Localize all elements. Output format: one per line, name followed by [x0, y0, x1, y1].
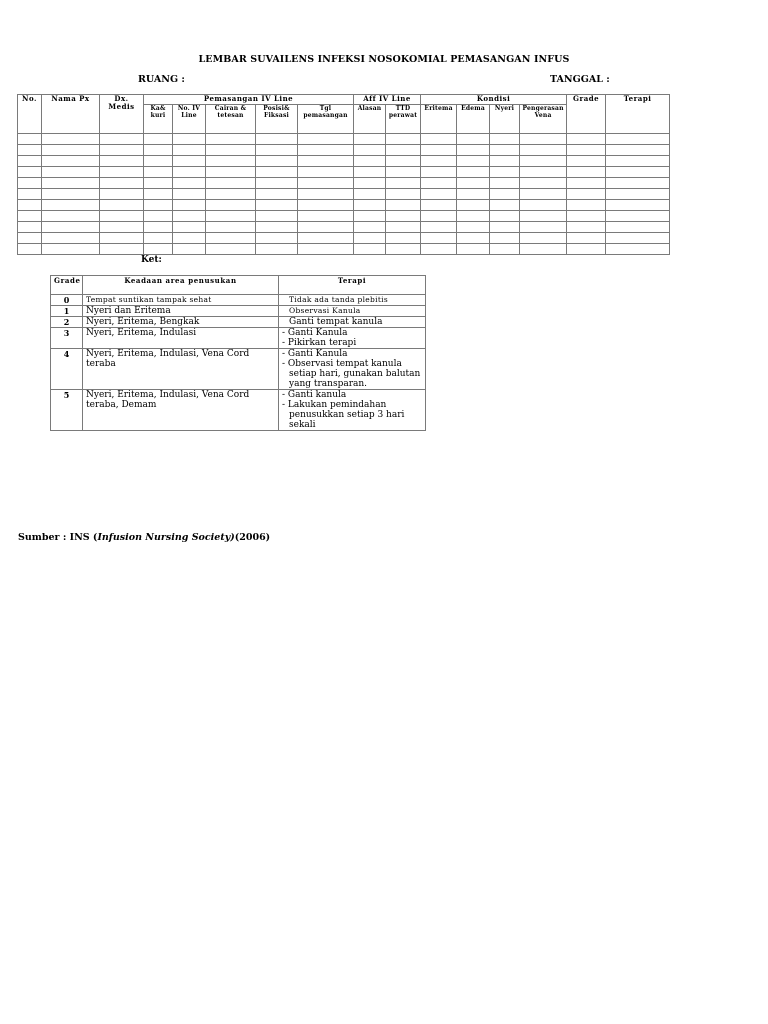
legend-row — [51, 349, 426, 390]
table-cell[interactable] — [386, 156, 421, 167]
legend-terapi-line: - Observasi tempat kanula setiap hari, gunakan balutan yang transparan. — [282, 359, 421, 389]
table-cell[interactable] — [354, 167, 386, 178]
table-cell[interactable] — [18, 178, 42, 189]
table-cell[interactable] — [144, 167, 173, 178]
table-cell[interactable] — [100, 156, 144, 167]
table-cell[interactable] — [606, 167, 670, 178]
table-cell[interactable] — [206, 134, 256, 145]
legend-terapi: Ganti tempat kanula — [279, 317, 426, 328]
table-cell[interactable] — [567, 233, 606, 244]
table-cell[interactable] — [18, 211, 42, 222]
legend-keadaan: Nyeri, Eritema, Indulasi, Vena Cord teraba — [83, 349, 279, 390]
table-cell[interactable] — [256, 145, 298, 156]
table-cell[interactable] — [206, 222, 256, 233]
table-cell[interactable] — [386, 233, 421, 244]
table-row — [18, 145, 670, 156]
legend-terapi-line: - Pikirkan terapi — [282, 338, 357, 348]
col-alasan: Alasan — [354, 105, 386, 134]
col-pengerasan: Pengerasan Vena — [520, 105, 567, 134]
table-cell[interactable] — [42, 244, 100, 255]
table-cell[interactable] — [421, 167, 457, 178]
table-cell[interactable] — [386, 222, 421, 233]
legend-grade: 3 — [51, 328, 83, 349]
table-cell[interactable] — [606, 244, 670, 255]
table-cell[interactable] — [144, 233, 173, 244]
table-cell[interactable] — [256, 200, 298, 211]
table-cell[interactable] — [354, 244, 386, 255]
legend-terapi: Observasi Kanula — [279, 306, 426, 317]
table-cell[interactable] — [173, 156, 206, 167]
table-cell[interactable] — [421, 211, 457, 222]
table-cell[interactable] — [457, 145, 490, 156]
table-cell[interactable] — [173, 189, 206, 200]
source-prefix: Sumber : INS ( — [18, 532, 98, 543]
table-cell[interactable] — [354, 145, 386, 156]
table-cell[interactable] — [42, 200, 100, 211]
table-cell[interactable] — [42, 233, 100, 244]
table-row — [18, 200, 670, 211]
table-cell[interactable] — [457, 156, 490, 167]
table-cell[interactable] — [256, 211, 298, 222]
legend-row — [51, 390, 426, 431]
table-cell[interactable] — [256, 178, 298, 189]
table-cell[interactable] — [18, 189, 42, 200]
table-cell[interactable] — [567, 156, 606, 167]
table-cell[interactable] — [386, 200, 421, 211]
table-cell[interactable] — [354, 200, 386, 211]
table-row — [18, 156, 670, 167]
table-cell[interactable] — [42, 189, 100, 200]
table-cell[interactable] — [490, 189, 520, 200]
table-cell[interactable] — [520, 167, 567, 178]
table-cell[interactable] — [298, 233, 354, 244]
table-cell[interactable] — [354, 211, 386, 222]
table-cell[interactable] — [490, 145, 520, 156]
table-cell[interactable] — [567, 200, 606, 211]
table-cell[interactable] — [567, 178, 606, 189]
legend-terapi-line: - Ganti Kanula — [282, 328, 348, 338]
table-cell[interactable] — [100, 222, 144, 233]
table-row — [18, 222, 670, 233]
table-row — [18, 167, 670, 178]
table-cell[interactable] — [386, 167, 421, 178]
table-cell[interactable] — [256, 222, 298, 233]
table-cell[interactable] — [144, 244, 173, 255]
table-cell[interactable] — [354, 222, 386, 233]
table-cell[interactable] — [144, 200, 173, 211]
table-cell[interactable] — [298, 156, 354, 167]
table-cell[interactable] — [18, 222, 42, 233]
table-cell[interactable] — [42, 178, 100, 189]
table-cell[interactable] — [100, 244, 144, 255]
table-cell[interactable] — [567, 145, 606, 156]
table-row — [18, 233, 670, 244]
table-cell[interactable] — [298, 222, 354, 233]
table-cell[interactable] — [144, 211, 173, 222]
table-cell[interactable] — [606, 134, 670, 145]
legend-terapi — [279, 390, 426, 431]
table-cell[interactable] — [298, 145, 354, 156]
table-cell[interactable] — [100, 200, 144, 211]
legend-terapi — [279, 328, 426, 349]
source-citation — [18, 532, 270, 543]
col-terapi: Terapi — [606, 95, 670, 134]
table-cell[interactable] — [354, 134, 386, 145]
table-cell[interactable] — [457, 200, 490, 211]
table-cell[interactable] — [144, 189, 173, 200]
legend-col-keadaan: Keadaan area penusukan — [83, 276, 279, 295]
table-cell[interactable] — [386, 178, 421, 189]
table-cell[interactable] — [42, 156, 100, 167]
table-cell[interactable] — [144, 145, 173, 156]
legend-col-terapi: Terapi — [279, 276, 426, 295]
table-cell[interactable] — [256, 233, 298, 244]
table-cell[interactable] — [490, 200, 520, 211]
table-cell[interactable] — [173, 178, 206, 189]
table-cell[interactable] — [354, 178, 386, 189]
table-cell[interactable] — [457, 189, 490, 200]
table-cell[interactable] — [100, 233, 144, 244]
legend-terapi-line: - Ganti Kanula — [282, 349, 348, 359]
legend-row — [51, 295, 426, 306]
legend-terapi-line: - Lakukan pemindahan penusukkan setiap 3 hari sekali — [282, 400, 405, 430]
table-cell[interactable] — [18, 156, 42, 167]
table-cell[interactable] — [206, 200, 256, 211]
table-cell[interactable] — [606, 233, 670, 244]
col-kondisi: Kondisi — [421, 95, 567, 105]
table-cell[interactable] — [567, 244, 606, 255]
table-cell[interactable] — [421, 145, 457, 156]
table-cell[interactable] — [298, 244, 354, 255]
table-cell[interactable] — [606, 156, 670, 167]
legend-keadaan: Nyeri dan Eritema — [83, 306, 279, 317]
table-cell[interactable] — [18, 145, 42, 156]
table-cell[interactable] — [490, 233, 520, 244]
table-cell[interactable] — [520, 200, 567, 211]
table-cell[interactable] — [206, 211, 256, 222]
legend-keadaan: Nyeri, Eritema, Bengkak — [83, 317, 279, 328]
col-ke-kuri: Ka& kuri — [144, 105, 173, 134]
table-cell[interactable] — [42, 211, 100, 222]
table-cell[interactable] — [421, 233, 457, 244]
table-cell[interactable] — [100, 189, 144, 200]
table-cell[interactable] — [520, 233, 567, 244]
table-cell[interactable] — [206, 167, 256, 178]
legend-terapi-line: - Ganti kanula — [282, 390, 347, 400]
table-cell[interactable] — [298, 189, 354, 200]
table-cell[interactable] — [144, 222, 173, 233]
table-cell[interactable] — [42, 167, 100, 178]
table-cell[interactable] — [421, 178, 457, 189]
tanggal-label: TANGGAL : — [550, 74, 610, 85]
table-cell[interactable] — [490, 134, 520, 145]
table-cell[interactable] — [520, 145, 567, 156]
source-suffix: (2006) — [234, 532, 271, 543]
table-cell[interactable] — [606, 211, 670, 222]
table-row — [18, 244, 670, 255]
legend-keadaan: Nyeri, Eritema, Indulasi, Vena Cord teraba, Demam — [83, 390, 279, 431]
table-cell[interactable] — [18, 244, 42, 255]
table-cell[interactable] — [144, 178, 173, 189]
col-no-iv: No. IV Line — [173, 105, 206, 134]
legend-grade: 0 — [51, 295, 83, 306]
table-cell[interactable] — [567, 134, 606, 145]
ket-label: Ket: — [141, 255, 162, 265]
table-cell[interactable] — [173, 244, 206, 255]
table-cell[interactable] — [42, 222, 100, 233]
table-cell[interactable] — [520, 134, 567, 145]
table-cell[interactable] — [173, 222, 206, 233]
table-cell[interactable] — [298, 200, 354, 211]
table-cell[interactable] — [100, 211, 144, 222]
table-cell[interactable] — [206, 178, 256, 189]
col-grade: Grade — [567, 95, 606, 134]
legend-terapi — [279, 349, 426, 390]
table-cell[interactable] — [173, 200, 206, 211]
table-cell[interactable] — [173, 145, 206, 156]
table-cell[interactable] — [490, 244, 520, 255]
table-row — [18, 134, 670, 145]
table-cell[interactable] — [354, 156, 386, 167]
table-cell[interactable] — [457, 134, 490, 145]
table-cell[interactable] — [520, 189, 567, 200]
table-cell[interactable] — [42, 145, 100, 156]
source-italic: Infusion Nursing Society) — [97, 532, 235, 543]
table-cell[interactable] — [421, 200, 457, 211]
table-cell[interactable] — [567, 211, 606, 222]
table-cell[interactable] — [173, 134, 206, 145]
ruang-label: RUANG : — [138, 74, 185, 85]
col-aff: Aff IV Line — [354, 95, 421, 105]
table-cell[interactable] — [490, 167, 520, 178]
table-cell[interactable] — [298, 178, 354, 189]
table-cell[interactable] — [386, 189, 421, 200]
table-cell[interactable] — [100, 134, 144, 145]
table-cell[interactable] — [144, 134, 173, 145]
table-cell[interactable] — [354, 189, 386, 200]
table-cell[interactable] — [206, 145, 256, 156]
table-cell[interactable] — [18, 134, 42, 145]
table-cell[interactable] — [386, 134, 421, 145]
col-edema: Edema — [457, 105, 490, 134]
table-cell[interactable] — [206, 244, 256, 255]
table-cell[interactable] — [256, 134, 298, 145]
table-cell[interactable] — [606, 222, 670, 233]
table-cell[interactable] — [457, 244, 490, 255]
col-nyeri: Nyeri — [490, 105, 520, 134]
table-cell[interactable] — [18, 200, 42, 211]
table-cell[interactable] — [100, 145, 144, 156]
table-row — [18, 178, 670, 189]
legend-grade: 1 — [51, 306, 83, 317]
legend-keadaan: Tempat suntikan tampak sehat — [83, 295, 279, 306]
table-cell[interactable] — [100, 167, 144, 178]
table-cell[interactable] — [567, 167, 606, 178]
table-row — [18, 189, 670, 200]
table-cell[interactable] — [490, 222, 520, 233]
table-cell[interactable] — [606, 189, 670, 200]
table-cell[interactable] — [520, 244, 567, 255]
table-cell[interactable] — [421, 189, 457, 200]
table-cell[interactable] — [457, 211, 490, 222]
table-cell[interactable] — [421, 244, 457, 255]
table-cell[interactable] — [256, 156, 298, 167]
grade-legend-table — [50, 275, 426, 431]
table-cell[interactable] — [354, 233, 386, 244]
table-cell[interactable] — [606, 178, 670, 189]
legend-grade: 4 — [51, 349, 83, 390]
table-cell[interactable] — [567, 189, 606, 200]
table-cell[interactable] — [18, 167, 42, 178]
table-cell[interactable] — [520, 178, 567, 189]
table-cell[interactable] — [490, 211, 520, 222]
table-cell[interactable] — [520, 222, 567, 233]
table-cell[interactable] — [18, 233, 42, 244]
table-cell[interactable] — [144, 156, 173, 167]
table-cell[interactable] — [421, 156, 457, 167]
table-cell[interactable] — [490, 178, 520, 189]
table-cell[interactable] — [42, 134, 100, 145]
table-cell[interactable] — [173, 211, 206, 222]
table-cell[interactable] — [490, 156, 520, 167]
table-cell[interactable] — [206, 233, 256, 244]
legend-row — [51, 306, 426, 317]
table-cell[interactable] — [386, 145, 421, 156]
legend-row — [51, 328, 426, 349]
table-cell[interactable] — [606, 145, 670, 156]
col-nama: Nama Px — [42, 95, 100, 134]
legend-col-grade: Grade — [51, 276, 83, 295]
table-cell[interactable] — [100, 178, 144, 189]
col-eritema: Eritema — [421, 105, 457, 134]
table-cell[interactable] — [520, 211, 567, 222]
surveillance-table — [17, 94, 670, 255]
col-posisi: Posisi& Fiksasi — [256, 105, 298, 134]
table-cell[interactable] — [173, 233, 206, 244]
table-cell[interactable] — [606, 200, 670, 211]
legend-terapi: Tidak ada tanda plebitis — [279, 295, 426, 306]
table-cell[interactable] — [298, 134, 354, 145]
table-cell[interactable] — [256, 167, 298, 178]
table-cell[interactable] — [421, 134, 457, 145]
table-cell[interactable] — [256, 244, 298, 255]
table-cell[interactable] — [298, 167, 354, 178]
table-cell[interactable] — [386, 211, 421, 222]
col-dx: Dx. Medis — [100, 95, 144, 134]
table-cell[interactable] — [457, 233, 490, 244]
table-cell[interactable] — [567, 222, 606, 233]
legend-row — [51, 317, 426, 328]
table-row — [18, 211, 670, 222]
col-no: No. — [18, 95, 42, 134]
table-cell[interactable] — [298, 211, 354, 222]
legend-keadaan: Nyeri, Eritema, Indulasi — [83, 328, 279, 349]
legend-grade: 2 — [51, 317, 83, 328]
table-cell[interactable] — [256, 189, 298, 200]
col-ttd: TTD perawat — [386, 105, 421, 134]
table-cell[interactable] — [206, 156, 256, 167]
table-cell[interactable] — [421, 222, 457, 233]
legend-grade: 5 — [51, 390, 83, 431]
col-tgl: Tgl pemasangan — [298, 105, 354, 134]
table-cell[interactable] — [457, 167, 490, 178]
table-cell[interactable] — [386, 244, 421, 255]
col-pemasangan: Pemasangan IV Line — [144, 95, 354, 105]
page-title: LEMBAR SUVAILENS INFEKSI NOSOKOMIAL PEMASANGAN INFUS — [198, 54, 570, 65]
table-cell[interactable] — [206, 189, 256, 200]
table-cell[interactable] — [457, 222, 490, 233]
col-cairan: Cairan & tetesan — [206, 105, 256, 134]
table-cell[interactable] — [520, 156, 567, 167]
table-cell[interactable] — [173, 167, 206, 178]
table-cell[interactable] — [457, 178, 490, 189]
